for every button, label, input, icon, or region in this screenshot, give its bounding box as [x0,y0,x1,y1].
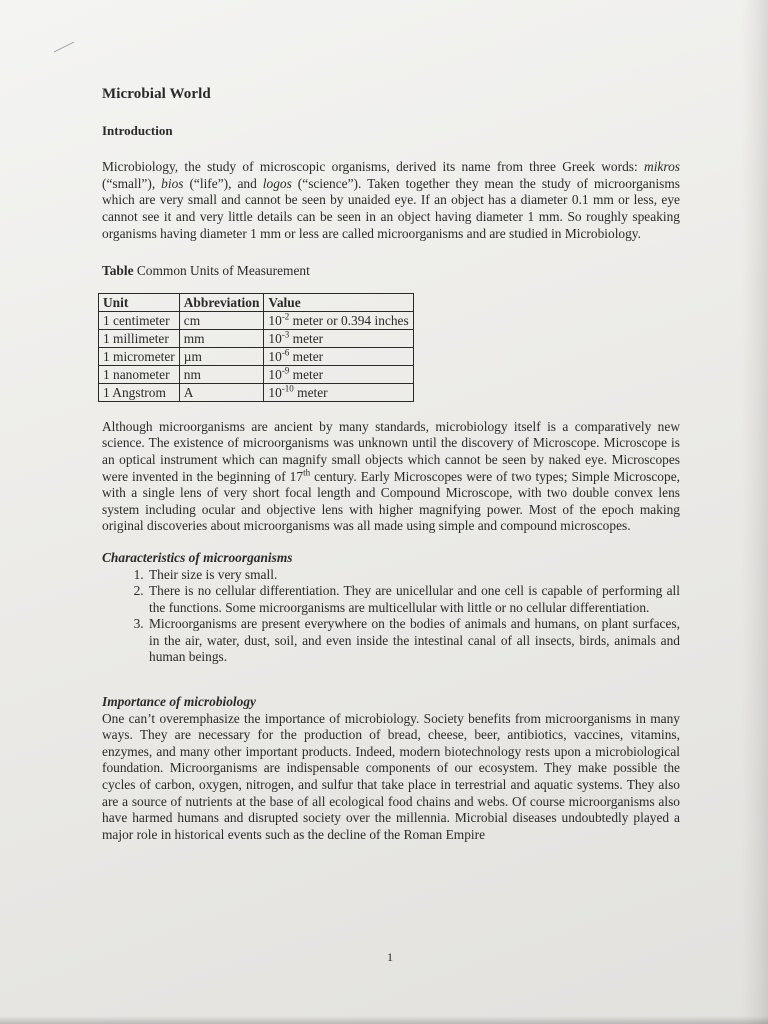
abbr-cell: cm [179,311,264,329]
page-edge [0,1016,768,1024]
intro-paragraph [102,159,680,242]
value-base: 10 [268,348,282,364]
abbr-cell: mm [179,329,264,347]
page-number: 1 [387,950,393,964]
intro-text: (“science”). Taken together they mean the study of microorganisms which are very small and cannot be seen by unaided eye. If an object has a diameter 0.1 mm or less, eye cannot see it and very little details can be seen in an object having diameter 1 mm. So roughly speaking organisms having diameter 1 mm or less are called microorganisms and are studied in Microbiology. [102,175,681,241]
value-rest: meter [289,330,324,346]
characteristics-heading: Characteristics of microorganisms [102,549,293,565]
table-header-value: Value [264,293,413,311]
value-cell [264,329,413,347]
page-shadow [742,0,768,1024]
unit-cell: 1 millimeter [99,329,180,347]
unit-cell: 1 centimeter [99,311,180,329]
value-exponent: -9 [281,365,290,376]
history-paragraph [102,419,680,535]
value-exponent: -10 [281,383,294,394]
table-header-abbreviation: Abbreviation [179,293,264,311]
value-exponent: -3 [281,329,290,340]
importance-paragraph: One can’t overemphasize the importance of microbiology. Society benefits from microorganisms in many ways. They are necessary for the production of bread, cheese, beer, antibiotics, vaccines, vitamins, enzymes, and many other important products. Indeed, modern biotechnology rests upon a microbiological foundation. Microorganisms are indispensable components of our ecosystem. They make possible the cycles of carbon, oxygen, nitrogen, and sulfur that take place in terrestrial and aquatic systems. They also are a source of nutrients at the base of all ecological food chains and webs. Of course microorganisms also have harmed humans and disrupted society over the millennia. Microbial diseases undoubtedly played a major role in historical events such as the decline of the Roman Empire [102,710,680,842]
value-exponent: -2 [281,311,290,322]
abbr-cell: µm [179,347,264,365]
intro-text: Microbiology, the study of microscopic organisms, derived its name from three Greek words: [102,159,645,175]
abbr-cell: A [179,383,264,401]
unit-cell: 1 Angstrom [99,383,180,401]
list-item: 2. There is no cellular differentiation. They are unicellular and one cell is capable of performing all the functions. Some microorganisms are multicellular with little or no cellular differentiation. [147,583,680,616]
table-row [99,347,414,365]
table-caption-label: Table [102,263,134,279]
value-base: 10 [268,312,282,328]
introduction-heading: Introduction [102,122,173,138]
value-base: 10 [268,384,282,400]
importance-heading: Importance of microbiology [102,694,256,710]
greek-word-mikros: mikros [644,159,680,175]
unit-cell: 1 nanometer [99,365,180,383]
characteristics-list [102,567,680,667]
value-cell [264,365,413,383]
table-row [99,311,414,329]
value-rest: meter [293,384,328,400]
greek-word-bios: bios [161,175,184,191]
table-row [99,329,414,347]
abbr-cell: nm [179,365,264,383]
greek-word-logos: logos [262,175,292,191]
list-item: 1. Their size is very small. [147,567,680,584]
value-rest: meter [289,366,324,382]
pen-mark [52,40,78,54]
value-rest: meter or 0.394 inches [289,312,409,328]
table-caption [102,263,680,280]
value-cell [264,347,413,365]
value-exponent: -6 [281,347,290,358]
value-base: 10 [268,366,282,382]
document-title: Microbial World [102,86,211,102]
value-cell [264,311,413,329]
history-text: century. Early Microscopes were of two types; Simple Microscope, with a single lens of very short focal length and Compound Microscope, with two double convex lens system including ocular and objective lens with higher magnifying power. Most of the epoch making original discoveries about microorganisms was all made using simple and compound microscopes. [102,468,680,534]
table-header-row [99,293,414,311]
document-page [102,86,680,843]
units-table [98,293,414,402]
value-cell [264,383,413,401]
list-item: 3. Microorganisms are present everywhere on the bodies of animals and humans, on plant surfaces, in the air, water, dust, soil, and even inside the intestinal canal of all insects, birds, animals and human beings. [147,616,680,666]
ordinal-suffix: th [303,467,311,478]
table-caption-text: Common Units of Measurement [133,263,310,279]
table-header-unit: Unit [99,293,180,311]
value-base: 10 [268,330,282,346]
intro-text: (“life”), and [183,175,263,191]
table-row [99,383,414,401]
history-text: Although microorganisms are ancient by many standards, microbiology itself is a comparatively new science. The existence of microorganisms was unknown until the discovery of Microscope. Microscope is an optical instrument which can magnify small objects which cannot be seen by naked eye. Microscopes were invented in the beginning of 17 [102,418,680,484]
value-rest: meter [289,348,324,364]
intro-text: (“small”), [102,175,162,191]
unit-cell: 1 micrometer [99,347,180,365]
table-row [99,365,414,383]
